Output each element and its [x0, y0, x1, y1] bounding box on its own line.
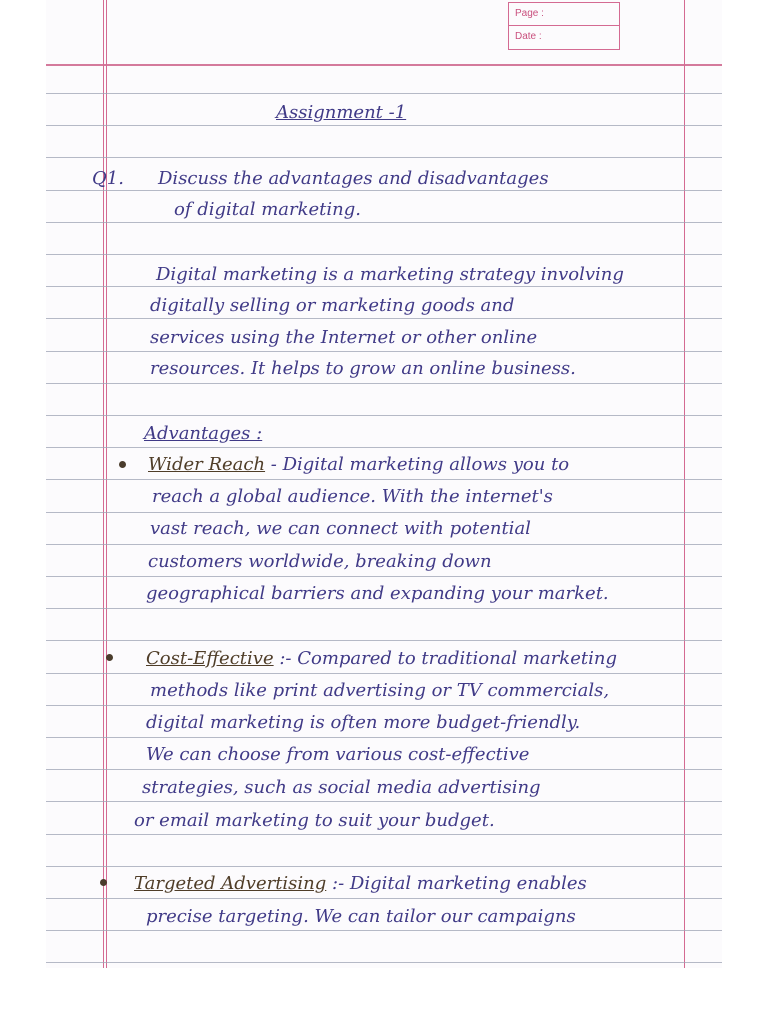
point-line: digital marketing is often more budget-friendly.	[146, 712, 581, 733]
question-line-2: of digital marketing.	[174, 199, 362, 220]
point-first-line	[148, 456, 569, 474]
margin-line-left	[103, 0, 104, 968]
ruled-line	[46, 608, 722, 609]
ruled-line	[46, 415, 722, 416]
point-line: or email marketing to suit your budget.	[134, 810, 495, 831]
point-text: Compared to traditional marketing	[297, 648, 617, 669]
bullet-point	[106, 654, 113, 661]
ruled-line	[46, 383, 722, 384]
page-date-box	[508, 2, 620, 50]
ruled-line	[46, 286, 722, 287]
bullet-point	[100, 879, 107, 886]
point-term: Wider Reach	[148, 454, 266, 475]
ruled-line	[46, 190, 722, 191]
point-term: Targeted Advertising	[134, 873, 327, 894]
ruled-line	[46, 125, 722, 126]
date-label: Date :	[515, 31, 542, 42]
ruled-line	[46, 705, 722, 706]
point-line: precise targeting. We can tailor our campaigns	[146, 906, 576, 927]
ruled-line	[46, 576, 722, 577]
ruled-line	[46, 962, 722, 963]
page-label: Page :	[515, 8, 544, 19]
ruled-line	[46, 640, 722, 641]
point-line: customers worldwide, breaking down	[148, 551, 492, 572]
point-first-line	[134, 875, 587, 893]
header-rule	[46, 64, 722, 66]
assignment-title: Assignment -1	[276, 102, 407, 123]
ruled-line	[46, 157, 722, 158]
ruled-line	[46, 351, 722, 352]
ruled-line	[46, 834, 722, 835]
ruled-line	[46, 254, 722, 255]
bullet-point	[119, 461, 126, 468]
ruled-line	[46, 93, 722, 94]
ruled-line	[46, 930, 722, 931]
point-first-line	[146, 650, 617, 668]
point-separator: -	[265, 454, 283, 475]
ruled-line	[46, 318, 722, 319]
ruled-line	[46, 801, 722, 802]
ruled-line	[46, 479, 722, 480]
advantages-heading: Advantages :	[144, 423, 263, 444]
point-text: Digital marketing allows you to	[282, 454, 570, 475]
point-separator: :-	[273, 648, 298, 669]
point-line: methods like print advertising or TV commercials,	[150, 680, 610, 701]
intro-line: Digital marketing is a marketing strategy involving	[156, 264, 624, 285]
question-number: Q1.	[92, 168, 124, 189]
ruled-line	[46, 512, 722, 513]
intro-line: digitally selling or marketing goods and	[150, 295, 515, 316]
point-line: We can choose from various cost-effective	[146, 744, 530, 765]
ruled-line	[46, 673, 722, 674]
point-term: Cost-Effective	[146, 648, 274, 669]
point-line: reach a global audience. With the internet's	[152, 486, 553, 507]
point-separator: :-	[326, 873, 350, 894]
ruled-line	[46, 447, 722, 448]
point-line: strategies, such as social media advertising	[142, 777, 541, 798]
margin-line-left-double	[106, 0, 107, 968]
ruled-line	[46, 769, 722, 770]
margin-line-right	[684, 0, 685, 968]
intro-line: resources. It helps to grow an online business.	[150, 358, 576, 379]
intro-line: services using the Internet or other online	[150, 327, 538, 348]
notebook-page	[46, 0, 722, 968]
ruled-line	[46, 737, 722, 738]
point-line: vast reach, we can connect with potential	[150, 518, 531, 539]
ruled-line	[46, 898, 722, 899]
point-text: Digital marketing enables	[349, 873, 587, 894]
point-line: geographical barriers and expanding your market.	[146, 583, 609, 604]
ruled-line	[46, 222, 722, 223]
question-line-1: Discuss the advantages and disadvantages	[158, 168, 549, 189]
ruled-line	[46, 866, 722, 867]
ruled-line	[46, 544, 722, 545]
